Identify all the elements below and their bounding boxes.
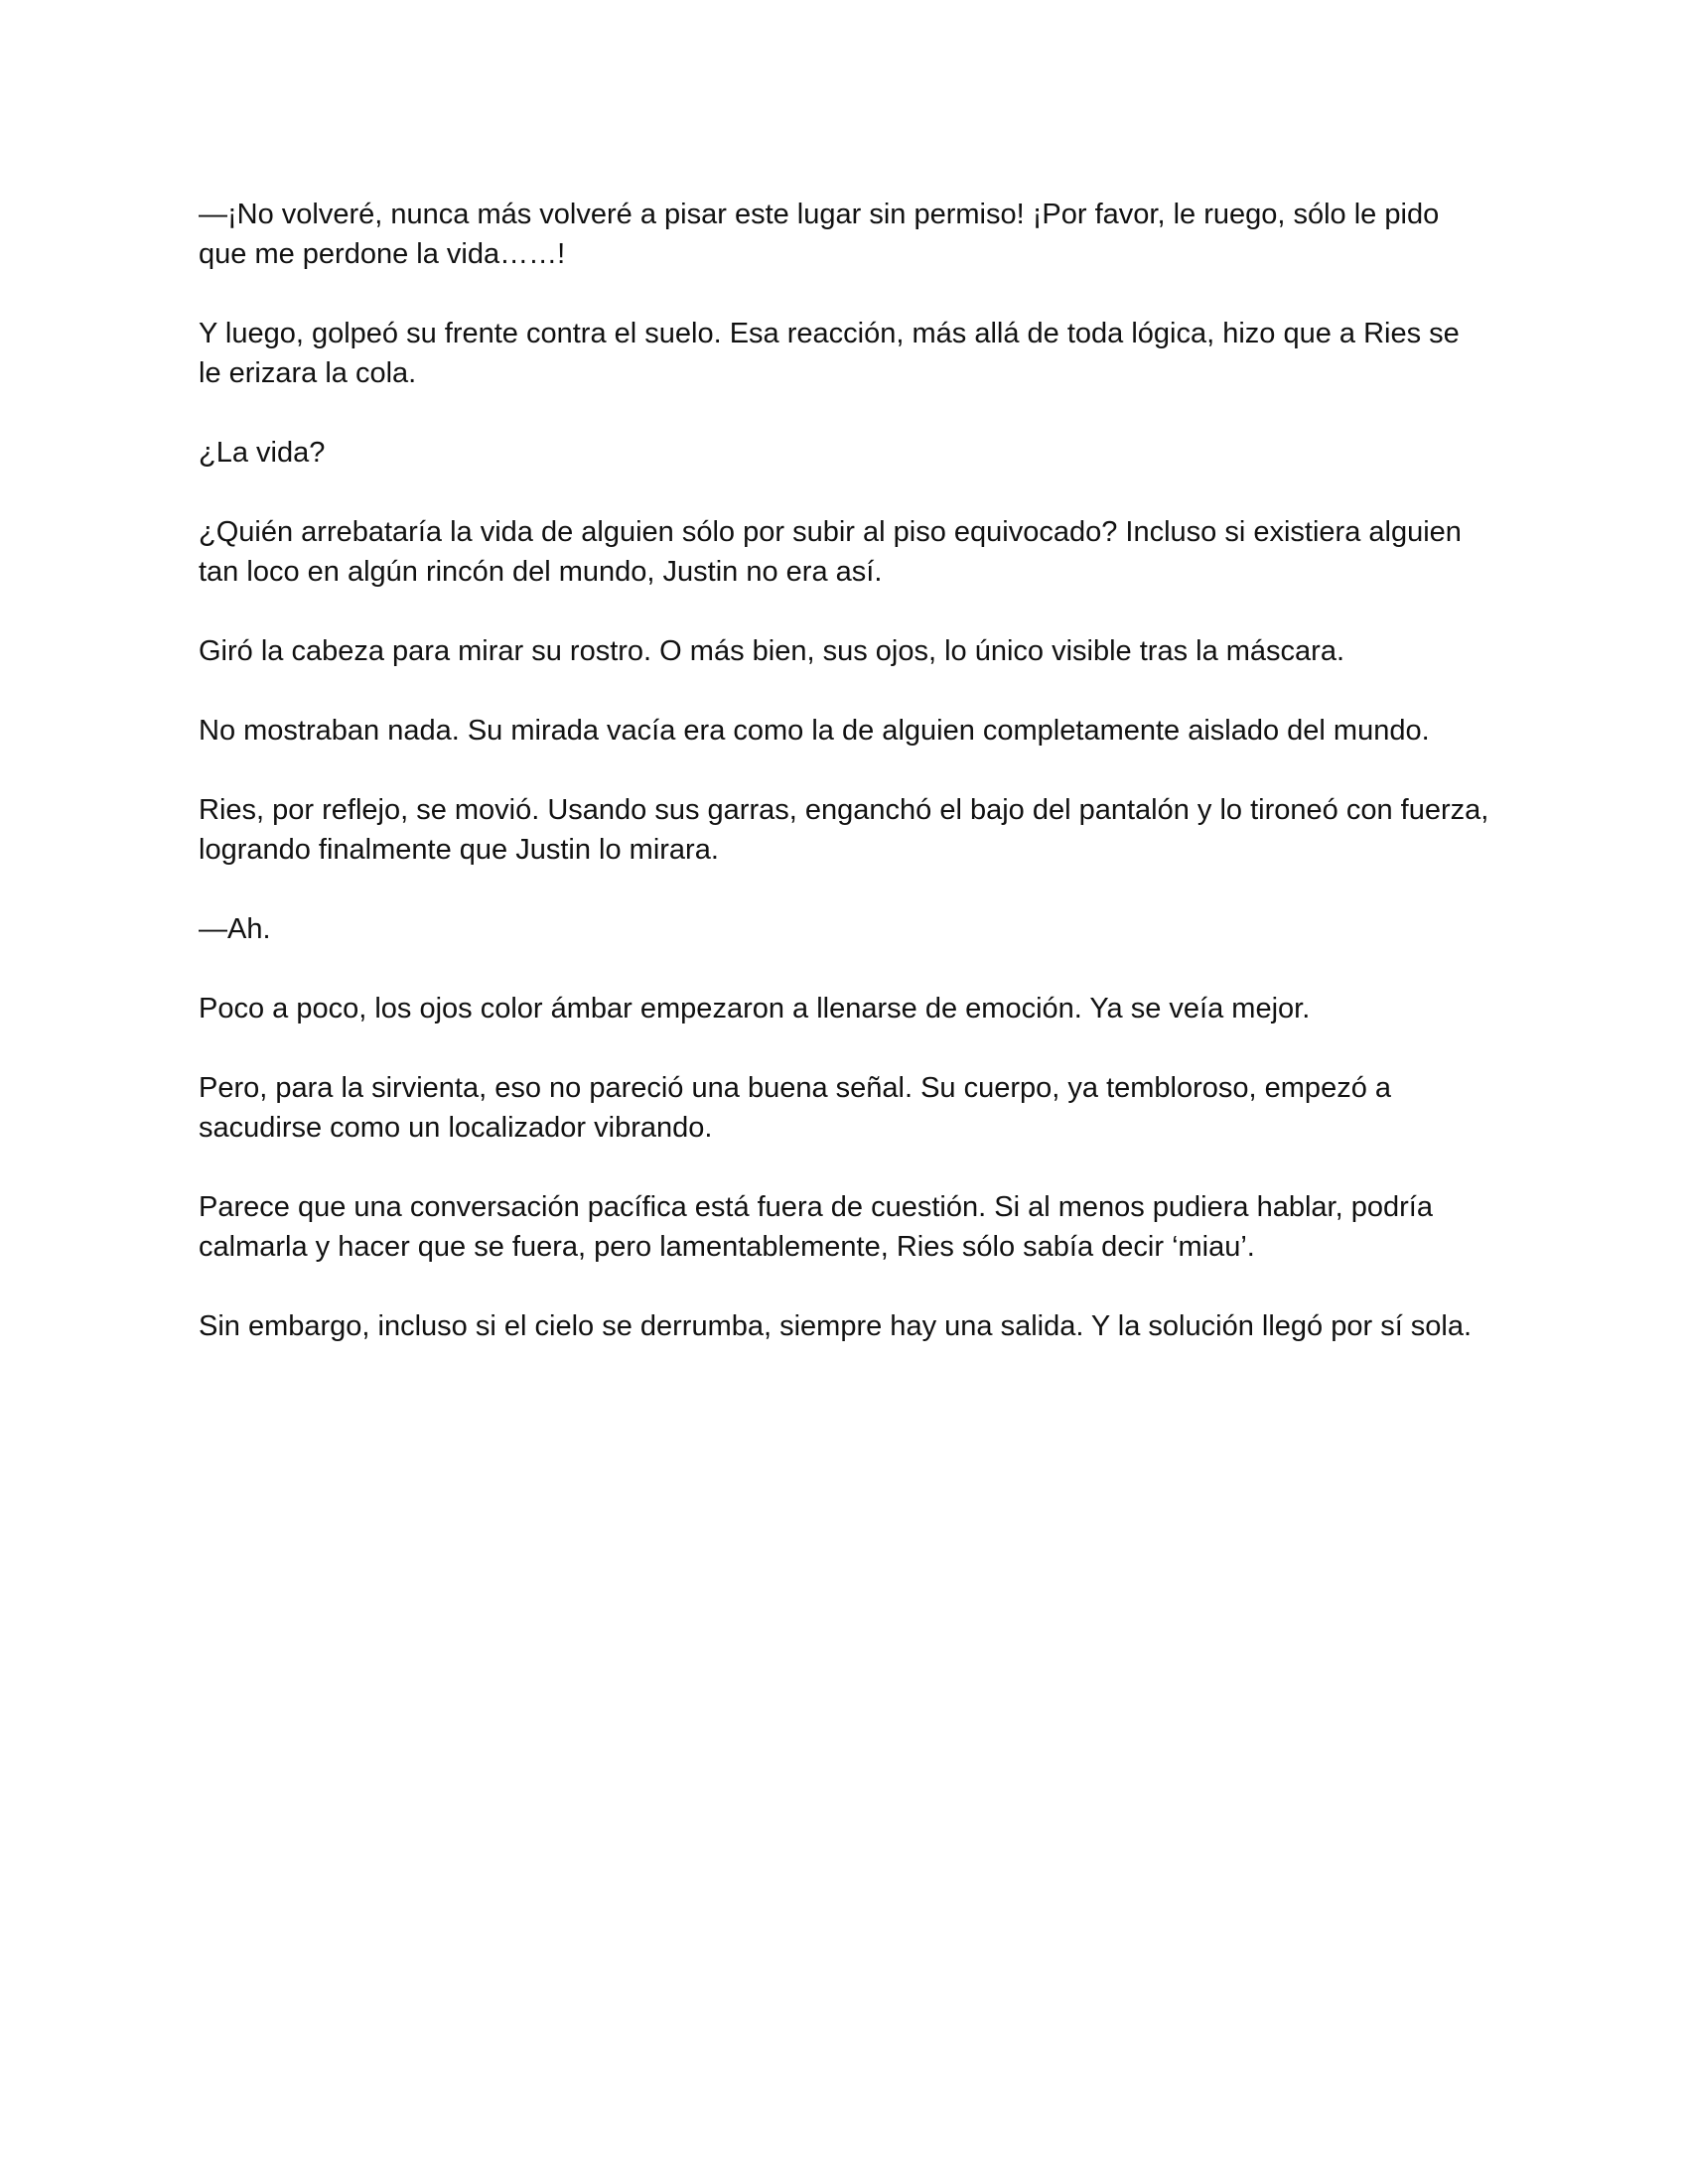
paragraph-5: Giró la cabeza para mirar su rostro. O más bien, sus ojos, lo único visible tras la máscara. (199, 635, 1345, 667)
paragraph-4: ¿Quién arrebataría la vida de alguien sólo por subir al piso equivocado? Incluso si existiera alguien tan loco en algún rincón del mundo, Justin no era así. (199, 516, 1462, 588)
paragraph-10: Pero, para la sirvienta, eso no pareció una buena señal. Su cuerpo, ya tembloroso, empezó a sacudirse como un localizador vibrando. (199, 1072, 1392, 1144)
paragraph-3: ¿La vida? (199, 437, 326, 469)
paragraph-2: Y luego, golpeó su frente contra el suelo. Esa reacción, más allá de toda lógica, hizo que a Ries se le erizara la cola. (199, 318, 1460, 389)
paragraph-11: Parece que una conversación pacífica está fuera de cuestión. Si al menos pudiera hablar, podría calmarla y hacer que se fuera, pero lamentablemente, Ries sólo sabía decir ‘miau’. (199, 1191, 1433, 1263)
paragraph-6: No mostraban nada. Su mirada vacía era como la de alguien completamente aislado del mundo. (199, 715, 1430, 747)
paragraph-9: Poco a poco, los ojos color ámbar empezaron a llenarse de emoción. Ya se veía mejor. (199, 993, 1311, 1024)
paragraph-12: Sin embargo, incluso si el cielo se derrumba, siempre hay una salida. Y la solución llegó por sí sola. (199, 1310, 1473, 1342)
paragraph-1: —¡No volveré, nunca más volveré a pisar este lugar sin permiso! ¡Por favor, le ruego, sólo le pido que me perdone la vida……! (199, 199, 1440, 270)
document-body (199, 195, 1489, 1386)
paragraph-8: —Ah. (199, 913, 271, 945)
paragraph-7: Ries, por reflejo, se movió. Usando sus garras, enganchó el bajo del pantalón y lo tironeó con fuerza, logrando finalmente que Justin lo mirara. (199, 794, 1489, 866)
